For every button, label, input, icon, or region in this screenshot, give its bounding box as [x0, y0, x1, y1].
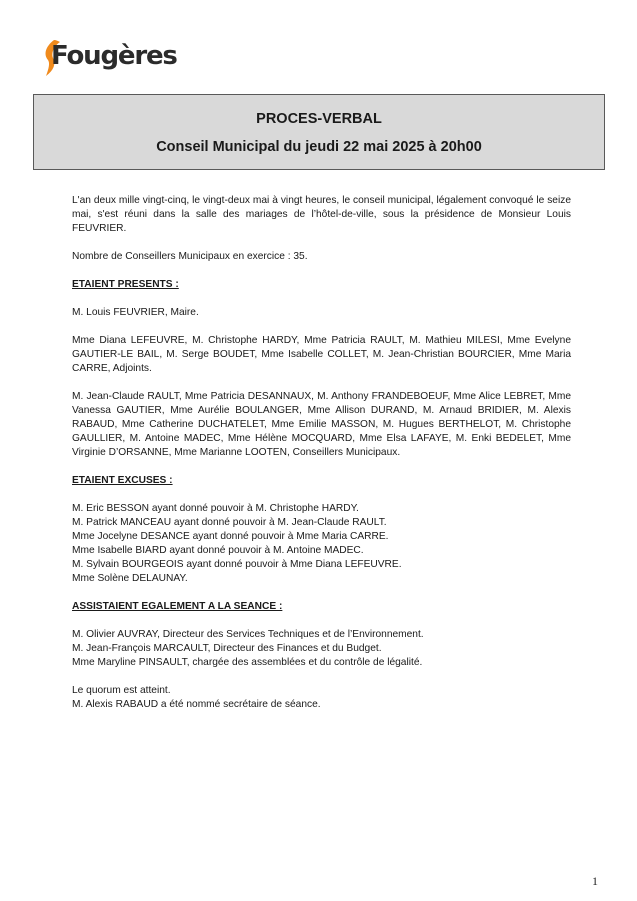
document-body [72, 194, 571, 712]
document-subtitle: Conseil Municipal du jeudi 22 mai 2025 à 20h00 [156, 139, 482, 155]
list-item: Mme Maryline PINSAULT, chargée des assemblées et du contrôle de légalité. [72, 657, 423, 668]
nombre-conseillers: Nombre de Conseillers Municipaux en exercice : 35. [72, 251, 308, 262]
page-number: 1 [592, 874, 598, 888]
list-item: M. Sylvain BOURGEOIS ayant donné pouvoir à Mme Diana LEFEUVRE. [72, 559, 402, 570]
fougeres-logo [40, 38, 175, 82]
adjoints-paragraph: Mme Diana LEFEUVRE, M. Christophe HARDY, Mme Patricia RAULT, M. Mathieu MILESI, Mme Evelyne GAUTIER-LE BAIL, M. Serge BOUDET, Mme Isabelle COLLET, M. Jean-Christian BOURCIER, Mme Maria CARRE, Adjoints. [72, 335, 571, 374]
assistaient-heading: ASSISTAIENT EGALEMENT A LA SEANCE : [72, 601, 283, 612]
logo-text: Fougères [51, 41, 177, 71]
list-item: M. Jean-François MARCAULT, Directeur des Finances et du Budget. [72, 643, 382, 654]
intro-paragraph: L'an deux mille vingt-cinq, le vingt-deux mai à vingt heures, le conseil municipal, légalement convoqué le seize mai, s'est réuni dans la salle des mariages de l’hôtel-de-ville, sous la présidence de Monsieur Louis FEUVRIER. [72, 195, 571, 234]
list-item: M. Eric BESSON ayant donné pouvoir à M. Christophe HARDY. [72, 503, 359, 514]
list-item: Mme Solène DELAUNAY. [72, 573, 188, 584]
document-header-box [33, 94, 605, 170]
list-item: M. Patrick MANCEAU ayant donné pouvoir à M. Jean-Claude RAULT. [72, 517, 387, 528]
maire-line: M. Louis FEUVRIER, Maire. [72, 307, 199, 318]
document-title: PROCES-VERBAL [256, 111, 382, 127]
quorum-line: Le quorum est atteint. [72, 685, 171, 696]
excuses-list [72, 502, 571, 586]
assistaient-list [72, 628, 571, 670]
list-item: Mme Jocelyne DESANCE ayant donné pouvoir à Mme Maria CARRE. [72, 531, 389, 542]
presents-heading: ETAIENT PRESENTS : [72, 279, 179, 290]
secretaire-line: M. Alexis RABAUD a été nommé secrétaire de séance. [72, 699, 321, 710]
excuses-heading: ETAIENT EXCUSES : [72, 475, 173, 486]
conseillers-paragraph: M. Jean-Claude RAULT, Mme Patricia DESANNAUX, M. Anthony FRANDEBOEUF, Mme Alice LEBRET, Mme Vanessa GAUTIER, Mme Aurélie BOULANGER, Mme Allison DURAND, M. Arnaud BRIDIER, M. Alexis RABAUD, Mme Catherine DUCHATELET, Mme Emilie MASSON, M. Hugues BERTHELOT, M. Christophe GAULLIER, M. Antoine MADEC, Mme Hélène MOCQUARD, Mme Elsa LAFAYE, M. Enki BEDELET, Mme Virginie D’ORSANNE, Mme Marianne LOOTEN, Conseillers Municipaux. [72, 391, 571, 458]
list-item: Mme Isabelle BIARD ayant donné pouvoir à M. Antoine MADEC. [72, 545, 364, 556]
list-item: M. Olivier AUVRAY, Directeur des Services Techniques et de l’Environnement. [72, 629, 424, 640]
